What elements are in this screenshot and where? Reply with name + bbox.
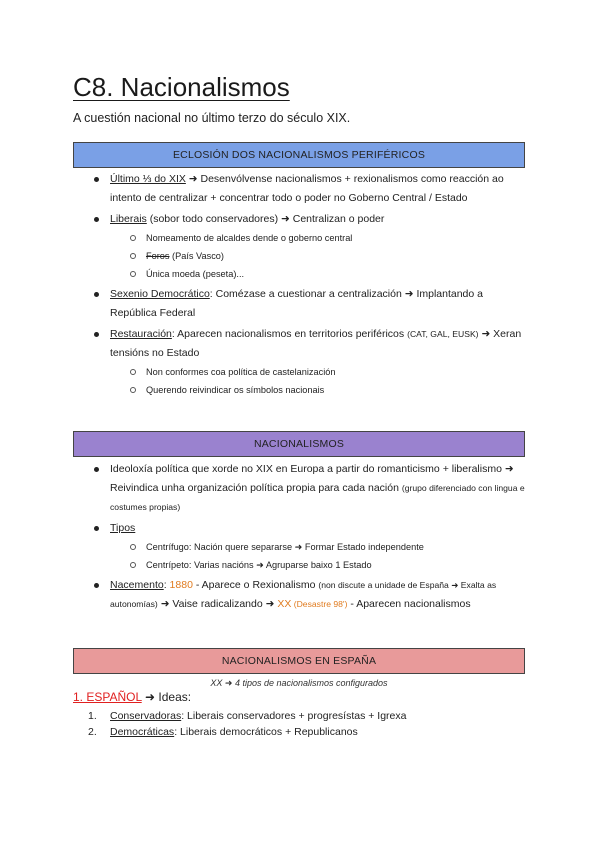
item-label: Último ⅓ do XIX	[110, 173, 186, 185]
item-text: ➜ Vaise radicalizando ➜	[157, 598, 278, 610]
item-label: Sexenio Democrático	[110, 288, 210, 300]
list-number: 1.	[88, 710, 97, 722]
section-header-espana: NACIONALISMOS EN ESPAÑA	[73, 648, 525, 674]
sub-list-item	[130, 556, 528, 574]
section-note: XX ➜ 4 tipos de nacionalismos configurados	[210, 678, 388, 688]
subsection-heading-rest: ➜ Ideas:	[141, 690, 192, 704]
item-text: - Aparecen nacionalismos	[347, 598, 471, 610]
sub-item-text: Centrípeto: Varias nacións ➜ Agruparse baixo 1 Estado	[146, 560, 372, 570]
century-highlight: XX	[277, 598, 292, 610]
sub-item-text: Non conformes coa política de castelanización	[146, 367, 336, 377]
item-small: (non discute a unidade de España ➜ Exalta as autonomías)	[110, 580, 497, 609]
sub-item-text: Querendo reivindicar os símbolos nacionais	[146, 385, 325, 395]
list-item	[92, 210, 528, 283]
item-text: (sobor todo conservadores) ➜ Centralizan o poder	[146, 213, 385, 225]
ideas-list	[88, 708, 407, 740]
sub-list-item	[130, 538, 528, 556]
section-header-eclosion: ECLOSIÓN DOS NACIONALISMOS PERIFÉRICOS	[73, 142, 525, 168]
list-item	[92, 285, 528, 323]
list-item	[92, 325, 528, 399]
item-text: ➜ Xeran tensións no Estado	[110, 328, 522, 359]
list-number: 2.	[88, 726, 97, 738]
list-item	[92, 519, 528, 574]
page-title: C8. Nacionalismos	[73, 72, 290, 102]
item-text: - Aparece o Rexionalismo	[192, 579, 319, 591]
sub-item-text: Única moeda (peseta)...	[146, 269, 245, 279]
year-highlight: 1880	[169, 579, 193, 591]
list-item	[92, 460, 528, 517]
item-label: Tipos	[110, 522, 136, 534]
sub-list-item	[130, 229, 528, 247]
idea-text: : Liberais conservadores + progresístas + Igrexa	[181, 710, 407, 722]
idea-label: Democráticas	[110, 726, 175, 738]
century-note: (Desastre 98')	[291, 599, 348, 609]
sub-item-text: Nomeamento de alcaldes dende o goberno central	[146, 233, 353, 243]
sub-list-item	[130, 363, 528, 381]
item-text: Ideoloxía política que xorde no XIX en Europa a partir do romanticismo + liberalismo ➜ Reivindica unha organización política propia para cada nación	[110, 463, 514, 494]
item-text: :	[163, 579, 170, 591]
idea-label: Conservadoras	[110, 710, 182, 722]
page-subtitle: A cuestión nacional no último terzo do século XIX.	[73, 111, 351, 125]
sub-item-text: (País Vasco)	[169, 251, 224, 261]
list-item	[92, 576, 528, 614]
item-text: : Comézase a cuestionar a centralización ➜ Implantando a República Federal	[110, 288, 483, 319]
item-label: Restauración	[110, 328, 172, 340]
ideas-list-item	[88, 708, 407, 724]
list-item	[92, 170, 528, 208]
idea-text: : Liberais democráticos + Republicanos	[174, 726, 358, 738]
section-header-nacionalismos: NACIONALISMOS	[73, 431, 525, 457]
sub-list-item	[130, 265, 528, 283]
sub-list-item	[130, 247, 528, 265]
item-text: ➜ Desenvólvense nacionalismos + rexionalismos como reacción ao intento de centralizar + concentrar todo o poder no Goberno Central / Estado	[110, 173, 504, 204]
item-small: (CAT, GAL, EUSK)	[407, 329, 479, 339]
sub-list-item	[130, 381, 528, 399]
subsection-heading	[73, 690, 191, 704]
subsection-heading-red: 1. ESPAÑOL	[73, 690, 142, 704]
item-small: (grupo diferenciado con lingua e costumes propias)	[110, 483, 525, 512]
item-label: Liberais	[110, 213, 147, 225]
sub-item-strike: Foros	[146, 251, 170, 261]
sub-item-text: Centrífugo: Nación quere separarse ➜ Formar Estado independente	[146, 542, 424, 552]
section-eclosion-content	[92, 170, 528, 401]
item-text: : Aparecen nacionalismos en territorios periféricos	[171, 328, 408, 340]
ideas-list-item	[88, 724, 407, 740]
section-nacionalismos-content	[92, 460, 528, 616]
item-label: Nacemento	[110, 579, 164, 591]
